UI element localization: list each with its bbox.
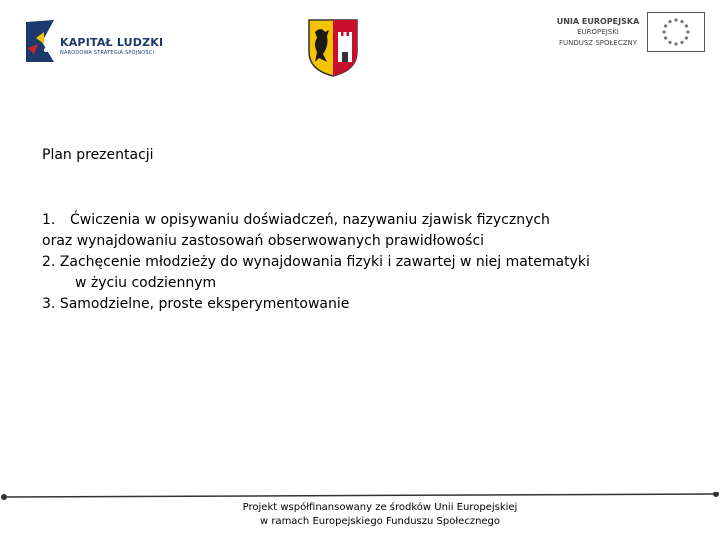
list-item-text: Zachęcenie młodzieży do wynajdowania fizyki i zawartej w niej matematyki (59, 254, 590, 270)
list-item-number: 3. (42, 296, 56, 312)
eu-text-block (555, 16, 641, 49)
list-item (42, 294, 590, 315)
list-item-number: 1. (42, 212, 56, 228)
list-item-continuation: oraz wynajdowaniu zastosowań obserwowanych prawidłowości (42, 233, 485, 249)
presentation-plan-list (42, 210, 590, 315)
kapital-ludzki-subtitle: NARODOWA STRATEGIA SPÓJNOŚCI (60, 50, 155, 56)
eu-line-european: EUROPEJSKI (577, 28, 619, 36)
kapital-ludzki-logo (24, 18, 164, 68)
eu-line-social-fund: FUNDUSZ SPOŁECZNY (558, 39, 638, 47)
eu-flag-icon (647, 12, 705, 52)
list-item-continuation: w życiu codziennym (75, 275, 217, 291)
footer-line-1: Projekt współfinansowany ze środków Unii Europejskiej (242, 502, 518, 513)
list-item (42, 252, 590, 273)
city-crest-logo (307, 18, 359, 78)
list-item-text: Ćwiczenia w opisywaniu doświadczeń, nazywaniu zjawisk fizycznych (70, 212, 550, 228)
list-item-number: 2. (42, 254, 56, 270)
page-title: Plan prezentacji (42, 147, 154, 163)
footer-line-2: w ramach Europejskiego Funduszu Społecznego (259, 516, 501, 527)
kapital-ludzki-emblem-icon (24, 18, 58, 64)
eu-line-union: UNIA EUROPEJSKA (556, 17, 640, 26)
kapital-ludzki-title: KAPITAŁ LUDZKI (60, 36, 164, 49)
footer-cofinancing-note (230, 501, 530, 529)
list-item (42, 210, 590, 231)
list-item-text: Samodzielne, proste eksperymentowanie (59, 296, 350, 312)
